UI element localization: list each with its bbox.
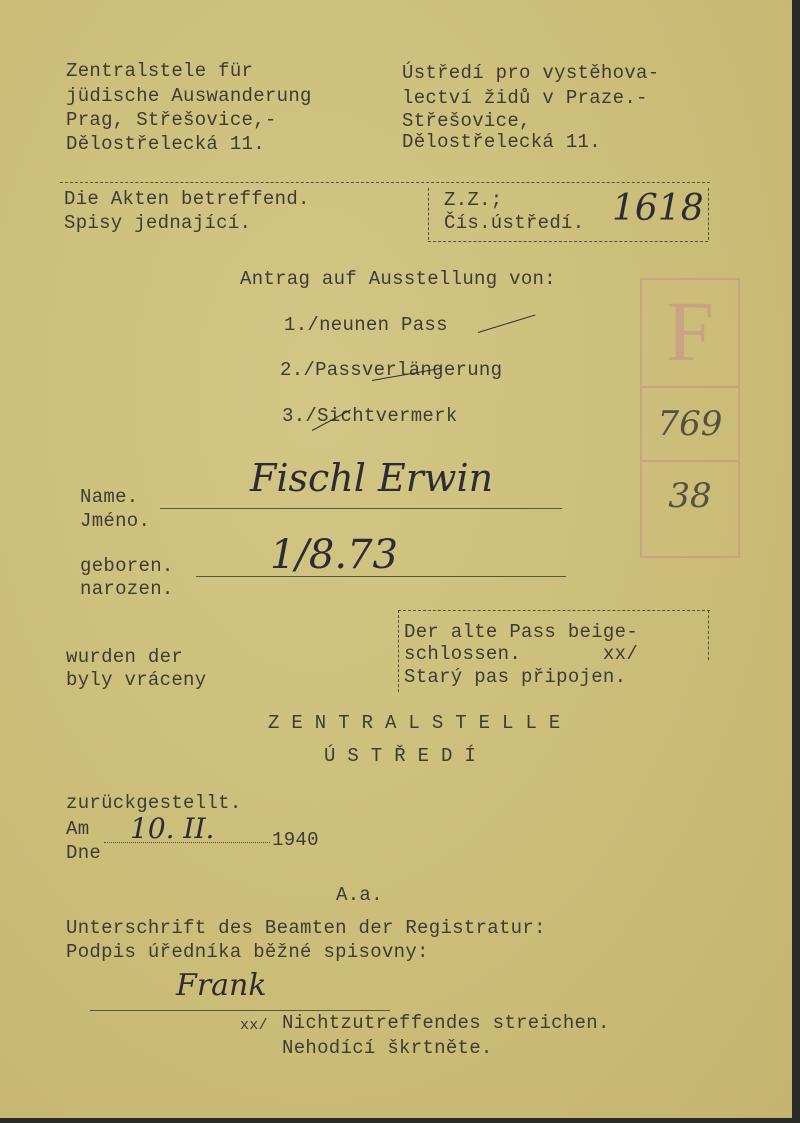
files-box-left bbox=[428, 188, 429, 240]
header-right-line-3: Střešovice, bbox=[402, 110, 531, 132]
header-left-line-3: Prag, Střešovice,- bbox=[66, 109, 277, 131]
name-underline bbox=[160, 508, 562, 509]
office-line-de: Z E N T R A L S T E L L E bbox=[268, 712, 561, 734]
files-label-cz: Spisy jednající. bbox=[64, 212, 252, 234]
header-left-line-4: Dělostřelecká 11. bbox=[66, 133, 265, 155]
returned-label-cz: byly vráceny bbox=[66, 669, 207, 691]
name-label-cz: Jméno. bbox=[80, 510, 151, 532]
signature-label-cz: Podpis úředníka běžné spisovny: bbox=[66, 941, 429, 963]
request-item-3: 3./Sichtvermerk bbox=[282, 405, 458, 427]
header-left-line-2: jüdische Auswanderung bbox=[66, 85, 312, 107]
footnote-de: Nichtzutreffendes streichen. bbox=[282, 1012, 610, 1034]
date-am-label: Am bbox=[66, 818, 90, 840]
name-value-handwritten: Fischl Erwin bbox=[250, 456, 494, 500]
request-item-2: 2./Passverlängerung bbox=[280, 359, 503, 381]
stamp-separator-2 bbox=[642, 460, 738, 462]
request-item-1: 1./neunen Pass bbox=[284, 314, 448, 336]
signature-label-de: Unterschrift des Beamten der Registratur: bbox=[66, 917, 546, 939]
born-label-de: geboren. bbox=[80, 555, 174, 577]
name-label-de: Name. bbox=[80, 486, 139, 508]
cis-value-handwritten: 1618 bbox=[612, 188, 704, 229]
born-value-handwritten: 1/8.73 bbox=[270, 532, 398, 578]
request-title: Antrag auf Ausstellung von: bbox=[240, 268, 556, 290]
stamp-letter: F bbox=[666, 283, 714, 379]
returned-box-line-1: Der alte Pass beige- bbox=[404, 621, 639, 643]
files-box-right bbox=[708, 188, 709, 240]
strike-mark-1 bbox=[478, 314, 536, 332]
header-right-line-4: Dělostřelecká 11. bbox=[402, 131, 601, 153]
aa-label: A.a. bbox=[336, 884, 383, 906]
date-dne-label: Dne bbox=[66, 842, 102, 864]
header-right-line-2: lectví židů v Praze.- bbox=[402, 87, 648, 109]
returned-box-line-3: Starý pas připojen. bbox=[404, 666, 627, 688]
footnote-mark: xx/ bbox=[240, 1017, 268, 1034]
header-right-line-1: Ústředí pro vystěhova- bbox=[402, 62, 660, 84]
returned-box-right bbox=[708, 610, 709, 660]
zz-label: Z.Z.; bbox=[444, 189, 503, 211]
date-day-month-handwritten: 10. II. bbox=[130, 812, 215, 845]
header-left-line-1: Zentralstele für bbox=[66, 60, 254, 82]
returned-date-label: zurückgestellt. bbox=[66, 792, 242, 814]
divider-top bbox=[60, 182, 710, 183]
returned-label-de: wurden der bbox=[66, 646, 184, 668]
cis-label: Čís.ústředí. bbox=[444, 212, 585, 234]
signature-initials-handwritten: Frank bbox=[176, 968, 267, 1003]
stamp-number-1: 769 bbox=[657, 404, 723, 444]
returned-box-line-2: schlossen. xx/ bbox=[404, 643, 639, 665]
stamp-separator-1 bbox=[642, 386, 738, 388]
stamp-number-2: 38 bbox=[668, 476, 712, 516]
footnote-cz: Nehodící škrtněte. bbox=[282, 1037, 493, 1059]
office-line-cz: Ú S T Ř E D Í bbox=[324, 745, 477, 767]
returned-box-top bbox=[398, 610, 710, 611]
signature-line bbox=[90, 1010, 390, 1011]
returned-box-left bbox=[398, 610, 399, 692]
files-box-bottom bbox=[428, 241, 708, 242]
date-year: 1940 bbox=[272, 829, 319, 851]
files-label-de: Die Akten betreffend. bbox=[64, 188, 310, 210]
registry-stamp bbox=[640, 278, 740, 558]
born-label-cz: narozen. bbox=[80, 578, 174, 600]
